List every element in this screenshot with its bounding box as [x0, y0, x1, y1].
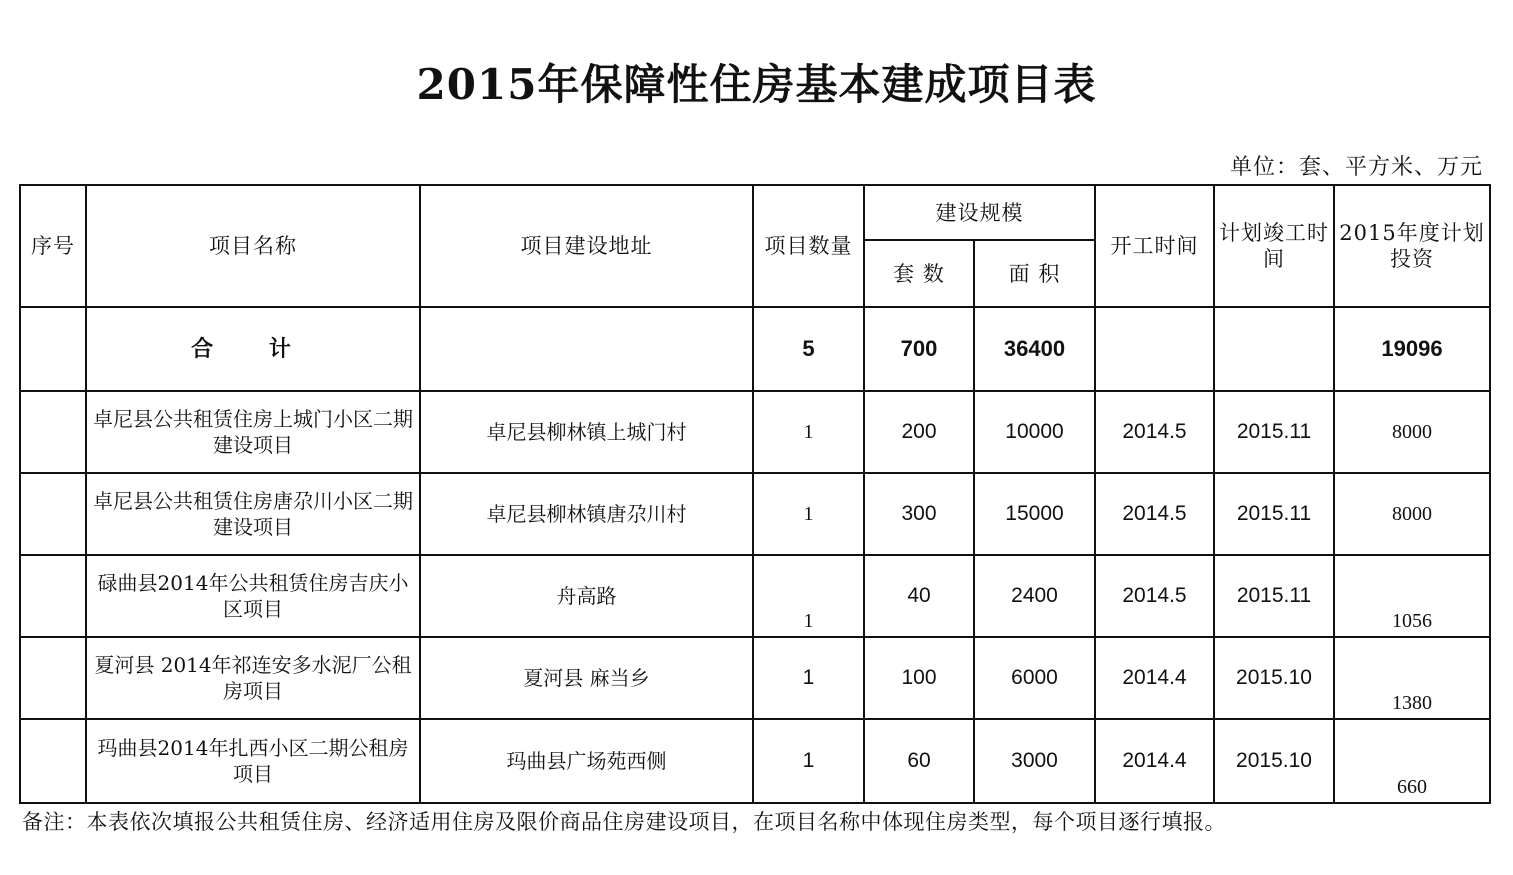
- total-sets: 700: [864, 307, 974, 391]
- total-address: [420, 307, 753, 391]
- header-scale: 建设规模: [864, 185, 1095, 240]
- row-area: 10000: [974, 391, 1095, 473]
- row-name: 卓尼县公共租赁住房唐尕川小区二期建设项目: [86, 473, 420, 555]
- row-area: 2400: [974, 555, 1095, 637]
- row-name: 卓尼县公共租赁住房上城门小区二期建设项目: [86, 391, 420, 473]
- row-count: 1: [753, 637, 864, 719]
- row-area: 3000: [974, 719, 1095, 803]
- row-invest-value: 1056: [1392, 610, 1432, 632]
- header-start: 开工时间: [1095, 185, 1214, 307]
- row-address: 舟高路: [420, 555, 753, 637]
- row-start: 2014.5: [1095, 473, 1214, 555]
- row-name: 玛曲县2014年扎西小区二期公租房项目: [86, 719, 420, 803]
- row-area: 15000: [974, 473, 1095, 555]
- header-count: 项目数量: [753, 185, 864, 307]
- row-address: 玛曲县广场苑西侧: [420, 719, 753, 803]
- total-start: [1095, 307, 1214, 391]
- row-address: 夏河县 麻当乡: [420, 637, 753, 719]
- table-row: [20, 473, 1490, 555]
- total-invest: 19096: [1334, 307, 1490, 391]
- header-area: 面 积: [974, 240, 1095, 307]
- row-start: 2014.4: [1095, 719, 1214, 803]
- row-seq: [20, 719, 86, 803]
- header-address: 项目建设地址: [420, 185, 753, 307]
- row-count: 1: [753, 391, 864, 473]
- row-invest-value: 660: [1397, 776, 1427, 798]
- row-seq: [20, 473, 86, 555]
- footnote: 备注：本表依次填报公共租赁住房、经济适用住房及限价商品住房建设项目，在项目名称中体现住房类型，每个项目逐行填报。: [22, 810, 1226, 834]
- row-area: 6000: [974, 637, 1095, 719]
- row-address: 卓尼县柳林镇唐尕川村: [420, 473, 753, 555]
- table-row: [20, 637, 1490, 719]
- row-start: 2014.5: [1095, 391, 1214, 473]
- row-invest: 8000: [1334, 391, 1490, 473]
- row-finish: 2015.10: [1214, 637, 1334, 719]
- row-invest: [1334, 555, 1490, 637]
- row-count: 1: [753, 473, 864, 555]
- row-start: 2014.4: [1095, 637, 1214, 719]
- header-name: 项目名称: [86, 185, 420, 307]
- header-finish: 计划竣工时间: [1214, 185, 1334, 307]
- row-address: 卓尼县柳林镇上城门村: [420, 391, 753, 473]
- row-finish: 2015.11: [1214, 473, 1334, 555]
- table-row: [20, 555, 1490, 637]
- header-invest: 2015年度计划投资: [1334, 185, 1490, 307]
- row-count: [753, 555, 864, 637]
- row-count: 1: [753, 719, 864, 803]
- header-sets: 套 数: [864, 240, 974, 307]
- header-seq: 序号: [20, 185, 86, 307]
- total-count: 5: [753, 307, 864, 391]
- row-invest: [1334, 719, 1490, 803]
- row-count-value: 1: [803, 610, 814, 632]
- page-title: 2015年保障性住房基本建成项目表: [416, 60, 1097, 109]
- row-finish: 2015.11: [1214, 555, 1334, 637]
- row-seq: [20, 555, 86, 637]
- total-row: [20, 307, 1490, 391]
- row-sets: 100: [864, 637, 974, 719]
- row-sets: 200: [864, 391, 974, 473]
- total-finish: [1214, 307, 1334, 391]
- unit-label: 单位：套、平方米、万元: [1229, 155, 1483, 180]
- header-row-1: [20, 185, 1490, 240]
- projects-table: [19, 184, 1491, 804]
- row-seq: [20, 391, 86, 473]
- total-label: 合 计: [86, 307, 420, 391]
- row-invest-value: 1380: [1392, 692, 1432, 714]
- row-name: 夏河县 2014年祁连安多水泥厂公租房项目: [86, 637, 420, 719]
- row-invest: 8000: [1334, 473, 1490, 555]
- row-name: 碌曲县2014年公共租赁住房吉庆小区项目: [86, 555, 420, 637]
- row-finish: 2015.10: [1214, 719, 1334, 803]
- row-start: 2014.5: [1095, 555, 1214, 637]
- table-row: [20, 719, 1490, 803]
- total-seq: [20, 307, 86, 391]
- row-sets: 60: [864, 719, 974, 803]
- row-invest: [1334, 637, 1490, 719]
- table-row: [20, 391, 1490, 473]
- row-sets: 40: [864, 555, 974, 637]
- row-seq: [20, 637, 86, 719]
- row-finish: 2015.11: [1214, 391, 1334, 473]
- row-sets: 300: [864, 473, 974, 555]
- total-area: 36400: [974, 307, 1095, 391]
